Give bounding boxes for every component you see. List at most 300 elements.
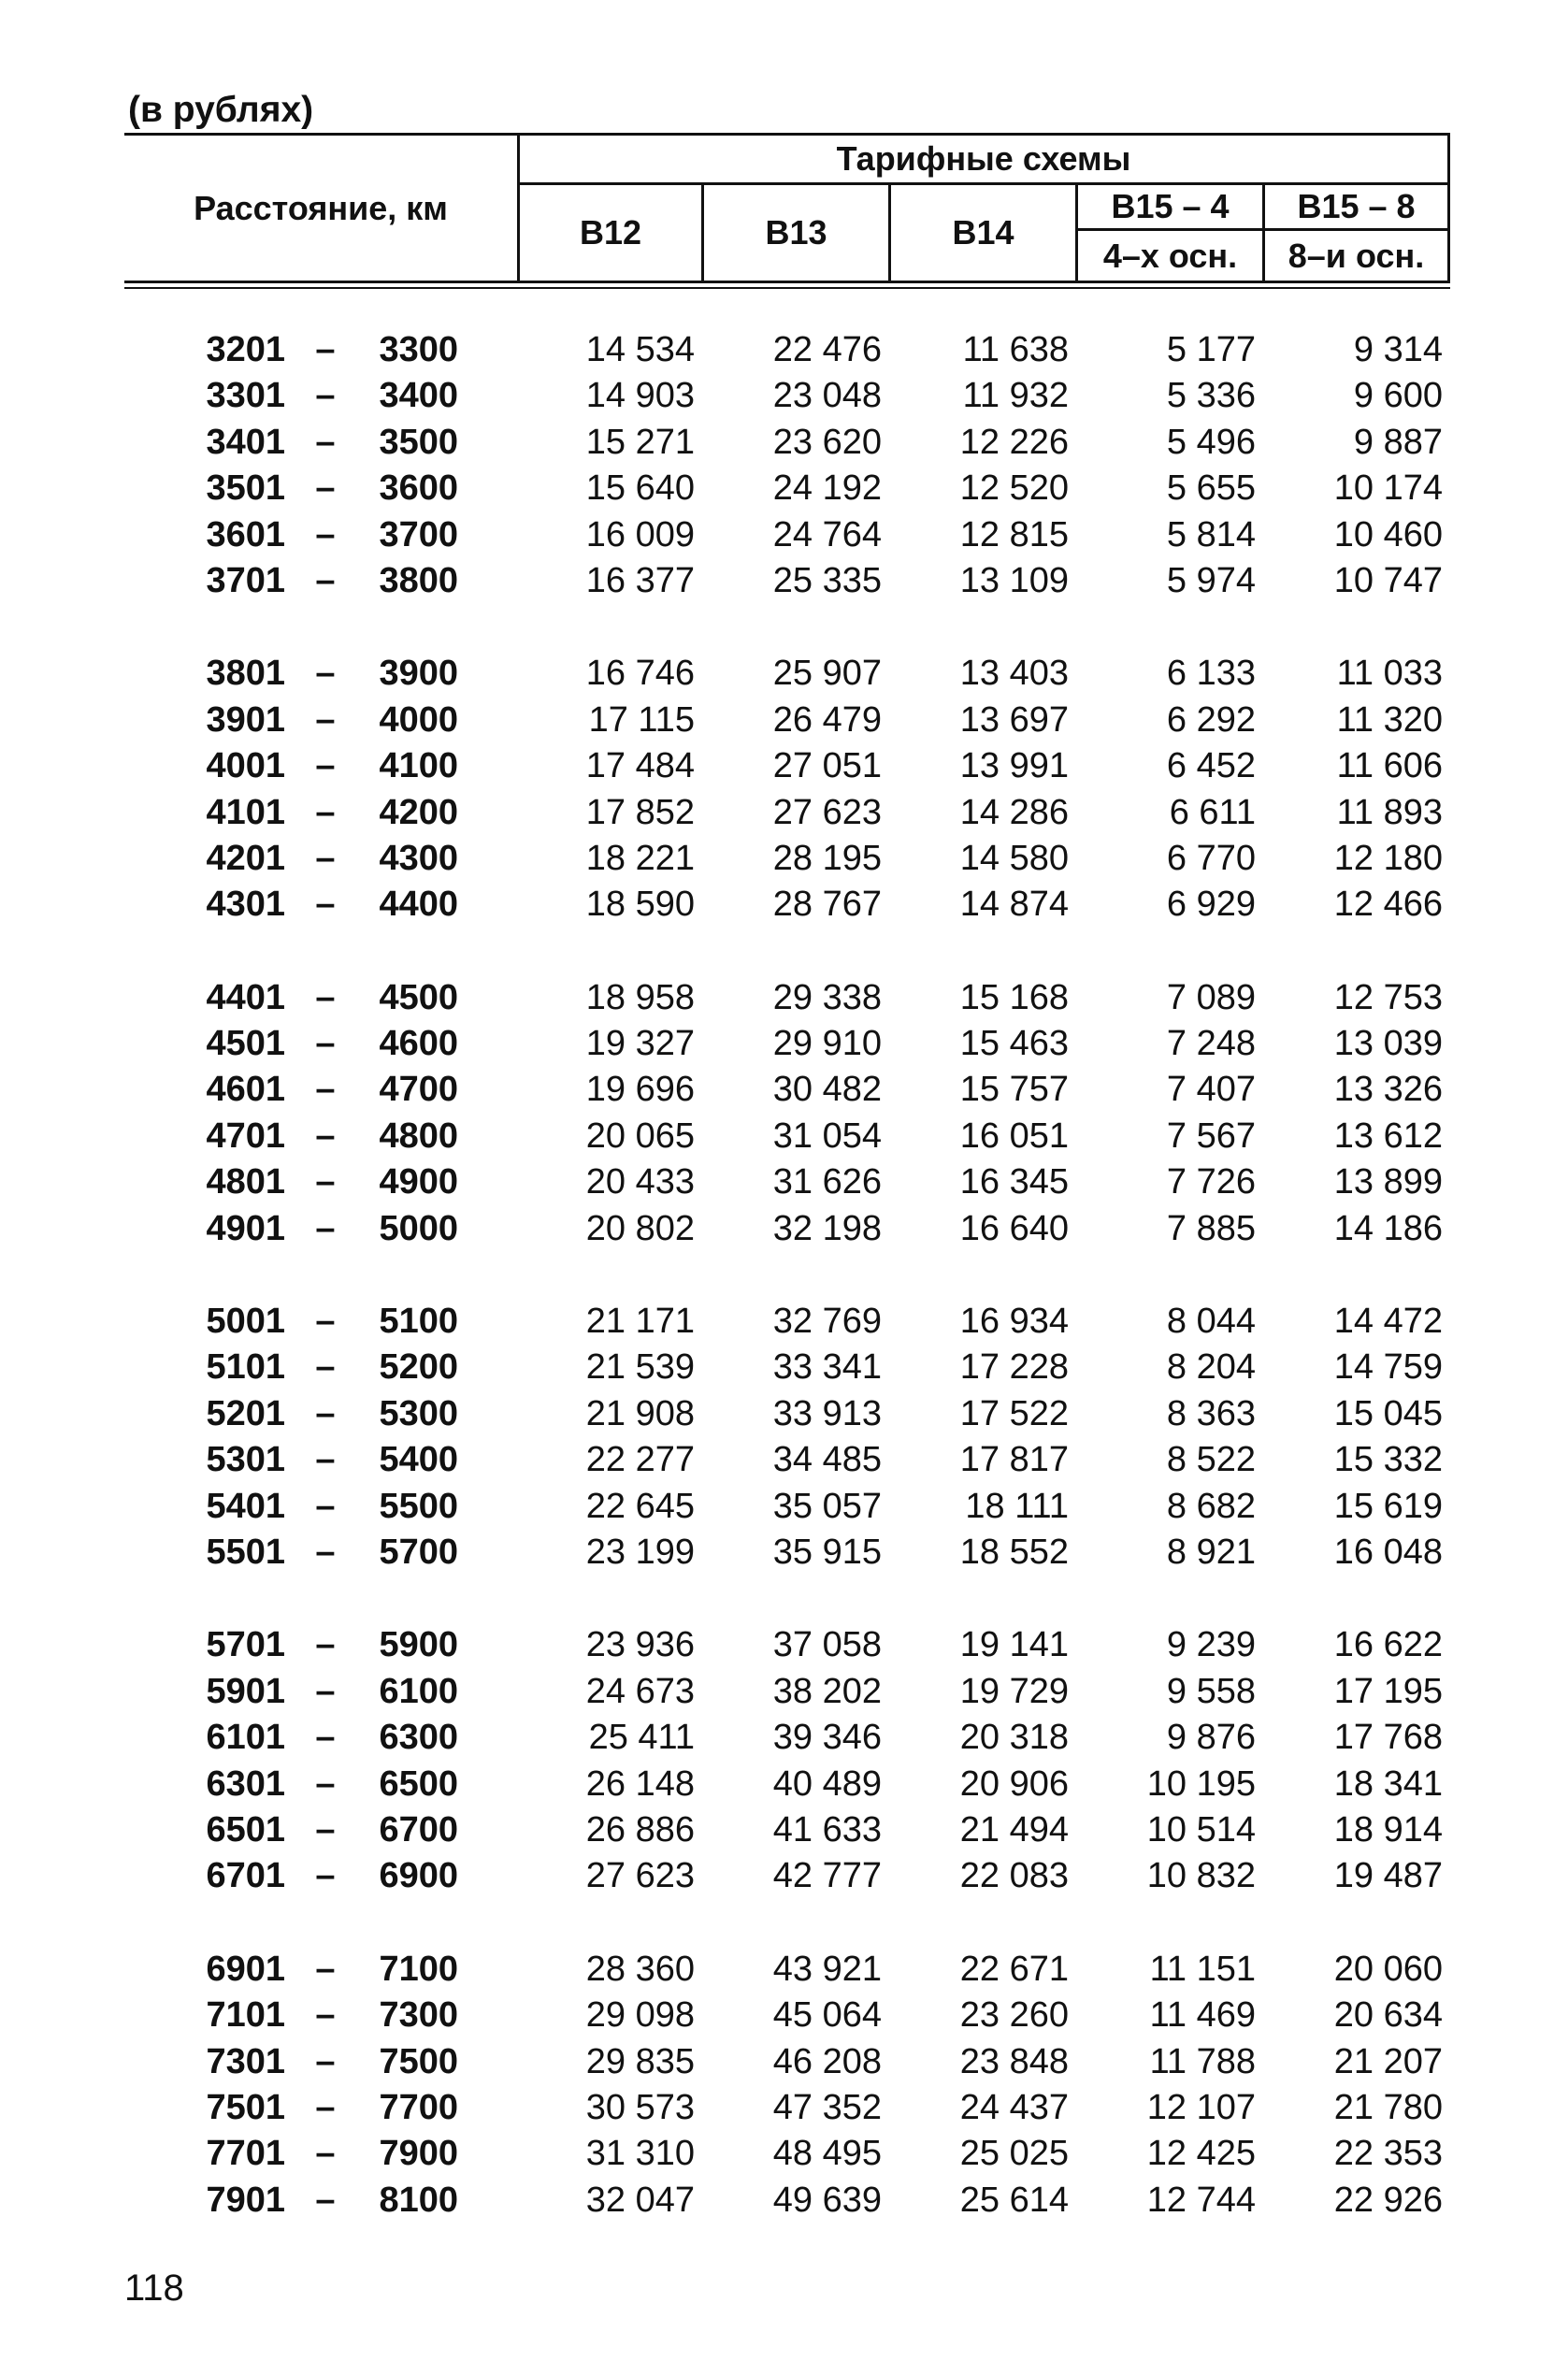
distance-to: 4800 xyxy=(379,1116,458,1156)
value-b15-4: 12 744 xyxy=(1146,2180,1256,2220)
range-dash: – xyxy=(315,1393,336,1433)
value-b13: 25 335 xyxy=(772,560,882,600)
range-dash: – xyxy=(315,1347,336,1388)
row-group xyxy=(0,1947,1568,2224)
range-dash: – xyxy=(315,376,336,416)
value-b12: 26 886 xyxy=(585,1809,695,1850)
value-b14: 21 494 xyxy=(959,1809,1069,1850)
distance-from: 6701 xyxy=(206,1856,285,1896)
range-dash: – xyxy=(315,885,336,925)
table-row xyxy=(0,512,1568,558)
range-dash: – xyxy=(315,1718,336,1758)
value-b14: 12 815 xyxy=(959,514,1069,554)
value-b12: 27 623 xyxy=(585,1856,695,1896)
value-b15-4: 6 292 xyxy=(1166,699,1256,740)
distance-from: 7301 xyxy=(206,2041,285,2081)
value-b13: 22 476 xyxy=(772,330,882,369)
value-b12: 15 271 xyxy=(585,422,695,462)
value-b14: 13 697 xyxy=(959,699,1069,740)
value-b12: 28 360 xyxy=(585,1949,695,1989)
value-b15-8: 15 045 xyxy=(1333,1393,1443,1433)
range-dash: – xyxy=(315,1208,336,1248)
value-b15-8: 13 612 xyxy=(1333,1116,1443,1156)
header-col-b13: В13 xyxy=(765,213,827,252)
value-b13: 34 485 xyxy=(772,1440,882,1480)
distance-from: 4201 xyxy=(206,838,285,878)
value-b14: 18 552 xyxy=(959,1532,1069,1572)
value-b14: 23 848 xyxy=(959,2041,1069,2081)
range-dash: – xyxy=(315,792,336,832)
value-b15-4: 5 655 xyxy=(1166,468,1256,509)
value-b14: 17 817 xyxy=(959,1440,1069,1480)
range-dash: – xyxy=(315,1671,336,1711)
value-b12: 17 115 xyxy=(588,699,695,740)
value-b14: 18 111 xyxy=(965,1486,1069,1526)
distance-to: 4900 xyxy=(379,1162,458,1202)
table-row xyxy=(0,836,1568,882)
value-b14: 15 168 xyxy=(959,977,1069,1017)
distance-from: 3301 xyxy=(206,376,285,416)
table-row xyxy=(0,1345,1568,1390)
value-b14: 19 729 xyxy=(959,1671,1069,1711)
distance-from: 7701 xyxy=(206,2134,285,2174)
value-b14: 20 906 xyxy=(959,1763,1069,1804)
value-b15-4: 10 832 xyxy=(1146,1856,1256,1896)
value-b14: 25 025 xyxy=(959,2134,1069,2174)
value-b15-4: 5 496 xyxy=(1166,422,1256,462)
distance-to: 4700 xyxy=(379,1070,458,1110)
row-group xyxy=(0,327,1568,604)
value-b15-8: 18 341 xyxy=(1333,1763,1443,1804)
value-b14: 17 522 xyxy=(959,1393,1069,1433)
value-b15-4: 7 885 xyxy=(1166,1208,1256,1248)
value-b12: 25 411 xyxy=(588,1718,695,1758)
range-dash: – xyxy=(315,1486,336,1526)
value-b14: 12 520 xyxy=(959,468,1069,509)
distance-from: 5201 xyxy=(206,1393,285,1433)
distance-to: 7100 xyxy=(379,1949,458,1989)
distance-to: 5400 xyxy=(379,1440,458,1480)
range-dash: – xyxy=(315,1116,336,1156)
value-b15-4: 5 974 xyxy=(1166,560,1256,600)
distance-to: 5500 xyxy=(379,1486,458,1526)
distance-from: 4801 xyxy=(206,1162,285,1202)
value-b14: 23 260 xyxy=(959,1995,1069,2036)
value-b12: 17 852 xyxy=(585,792,695,832)
value-b15-4: 5 814 xyxy=(1166,514,1256,554)
distance-to: 4000 xyxy=(379,699,458,740)
value-b13: 31 054 xyxy=(772,1116,882,1156)
distance-from: 7101 xyxy=(206,1995,285,2036)
distance-from: 4701 xyxy=(206,1116,285,1156)
table-row xyxy=(0,1807,1568,1853)
table-row xyxy=(0,698,1568,743)
value-b14: 14 874 xyxy=(959,885,1069,925)
value-b13: 29 338 xyxy=(772,977,882,1017)
value-b15-4: 9 239 xyxy=(1166,1625,1256,1665)
value-b13: 26 479 xyxy=(772,699,882,740)
header-col-b15-4-sub: 4–х осн. xyxy=(1102,236,1238,275)
value-b15-8: 11 320 xyxy=(1336,699,1443,740)
range-dash: – xyxy=(315,838,336,878)
value-b15-8: 11 606 xyxy=(1336,746,1443,786)
value-b12: 18 221 xyxy=(585,838,695,878)
value-b15-4: 6 611 xyxy=(1169,792,1256,832)
range-dash: – xyxy=(315,699,336,740)
value-b15-8: 15 332 xyxy=(1333,1440,1443,1480)
distance-to: 5200 xyxy=(379,1347,458,1388)
distance-from: 5301 xyxy=(206,1440,285,1480)
distance-to: 7900 xyxy=(379,2134,458,2174)
value-b14: 12 226 xyxy=(959,422,1069,462)
value-b12: 32 047 xyxy=(585,2180,695,2220)
value-b12: 24 673 xyxy=(585,1671,695,1711)
value-b15-8: 13 899 xyxy=(1333,1162,1443,1202)
value-b13: 32 198 xyxy=(772,1208,882,1248)
value-b15-4: 5 177 xyxy=(1166,330,1256,369)
table-row xyxy=(0,882,1568,928)
table-row xyxy=(0,1762,1568,1807)
table-row xyxy=(0,1391,1568,1437)
distance-to: 4100 xyxy=(379,746,458,786)
value-b15-4: 6 770 xyxy=(1166,838,1256,878)
value-b15-4: 6 929 xyxy=(1166,885,1256,925)
table-row xyxy=(0,1067,1568,1113)
distance-to: 5000 xyxy=(379,1208,458,1248)
distance-to: 5900 xyxy=(379,1625,458,1665)
table-row xyxy=(0,1530,1568,1576)
distance-to: 6900 xyxy=(379,1856,458,1896)
value-b12: 21 908 xyxy=(585,1393,695,1433)
value-b12: 14 534 xyxy=(585,330,695,369)
value-b15-8: 14 186 xyxy=(1333,1208,1443,1248)
distance-from: 5401 xyxy=(206,1486,285,1526)
value-b13: 24 192 xyxy=(772,468,882,509)
table-row xyxy=(0,1206,1568,1252)
value-b12: 16 746 xyxy=(585,654,695,694)
table-row xyxy=(0,420,1568,466)
range-dash: – xyxy=(315,330,336,369)
distance-from: 6301 xyxy=(206,1763,285,1804)
value-b15-8: 14 472 xyxy=(1333,1302,1443,1342)
value-b15-8: 12 180 xyxy=(1333,838,1443,878)
table-row xyxy=(0,1669,1568,1715)
value-b15-8: 21 780 xyxy=(1333,2087,1443,2127)
value-b12: 18 590 xyxy=(585,885,695,925)
table-row xyxy=(0,1159,1568,1205)
distance-from: 4401 xyxy=(206,977,285,1017)
range-dash: – xyxy=(315,1440,336,1480)
value-b15-8: 18 914 xyxy=(1333,1809,1443,1850)
value-b13: 33 341 xyxy=(772,1347,882,1388)
value-b14: 16 934 xyxy=(959,1302,1069,1342)
value-b13: 37 058 xyxy=(772,1625,882,1665)
distance-to: 3500 xyxy=(379,422,458,462)
value-b15-8: 20 634 xyxy=(1333,1995,1443,2036)
value-b14: 13 403 xyxy=(959,654,1069,694)
value-b15-8: 9 314 xyxy=(1353,330,1443,369)
value-b14: 22 671 xyxy=(959,1949,1069,1989)
page-number: 118 xyxy=(124,2267,184,2309)
value-b12: 21 539 xyxy=(585,1347,695,1388)
value-b15-4: 6 133 xyxy=(1166,654,1256,694)
table-row xyxy=(0,1993,1568,2038)
distance-from: 6901 xyxy=(206,1949,285,1989)
value-b15-4: 7 567 xyxy=(1166,1116,1256,1156)
distance-to: 3600 xyxy=(379,468,458,509)
table-row xyxy=(0,1021,1568,1067)
range-dash: – xyxy=(315,1162,336,1202)
value-b13: 23 048 xyxy=(772,376,882,416)
value-b15-8: 16 622 xyxy=(1333,1625,1443,1665)
table-row xyxy=(0,1437,1568,1483)
range-dash: – xyxy=(315,1856,336,1896)
value-b12: 29 835 xyxy=(585,2041,695,2081)
table-row xyxy=(0,2131,1568,2177)
value-b15-4: 8 522 xyxy=(1166,1440,1256,1480)
range-dash: – xyxy=(315,1763,336,1804)
distance-to: 3400 xyxy=(379,376,458,416)
value-b12: 15 640 xyxy=(585,468,695,509)
value-b15-8: 11 893 xyxy=(1336,792,1443,832)
value-b14: 15 757 xyxy=(959,1070,1069,1110)
value-b14: 20 318 xyxy=(959,1718,1069,1758)
table-row xyxy=(0,558,1568,604)
range-dash: – xyxy=(315,1995,336,2036)
value-b15-8: 20 060 xyxy=(1333,1949,1443,1989)
value-b13: 25 907 xyxy=(772,654,882,694)
value-b15-4: 8 921 xyxy=(1166,1532,1256,1572)
value-b15-8: 12 753 xyxy=(1333,977,1443,1017)
range-dash: – xyxy=(315,1625,336,1665)
value-b15-4: 10 195 xyxy=(1146,1763,1256,1804)
value-b12: 17 484 xyxy=(585,746,695,786)
value-b15-8: 10 747 xyxy=(1333,560,1443,600)
value-b12: 16 009 xyxy=(585,514,695,554)
value-b13: 47 352 xyxy=(772,2087,882,2127)
value-b15-4: 7 089 xyxy=(1166,977,1256,1017)
range-dash: – xyxy=(315,2134,336,2174)
value-b15-4: 10 514 xyxy=(1146,1809,1256,1850)
value-b14: 11 932 xyxy=(962,376,1069,416)
header-col-b15-4: В15 – 4 xyxy=(1111,187,1230,225)
value-b13: 43 921 xyxy=(772,1949,882,1989)
value-b13: 39 346 xyxy=(772,1718,882,1758)
value-b13: 35 057 xyxy=(772,1486,882,1526)
distance-to: 3700 xyxy=(379,514,458,554)
distance-to: 3800 xyxy=(379,560,458,600)
value-b15-8: 14 759 xyxy=(1333,1347,1443,1388)
table-row xyxy=(0,2178,1568,2224)
value-b13: 31 626 xyxy=(772,1162,882,1202)
value-b15-8: 9 887 xyxy=(1353,422,1443,462)
value-b15-8: 19 487 xyxy=(1333,1856,1443,1896)
value-b15-8: 13 039 xyxy=(1333,1024,1443,1064)
distance-from: 4001 xyxy=(206,746,285,786)
value-b12: 30 573 xyxy=(585,2087,695,2127)
value-b15-4: 7 726 xyxy=(1166,1162,1256,1202)
value-b14: 16 640 xyxy=(959,1208,1069,1248)
value-b13: 28 195 xyxy=(772,838,882,878)
table-row xyxy=(0,1715,1568,1761)
value-b15-4: 12 425 xyxy=(1146,2134,1256,2174)
value-b14: 14 580 xyxy=(959,838,1069,878)
value-b13: 49 639 xyxy=(772,2180,882,2220)
value-b15-8: 13 326 xyxy=(1333,1070,1443,1110)
distance-from: 6101 xyxy=(206,1718,285,1758)
value-b15-4: 8 363 xyxy=(1166,1393,1256,1433)
distance-from: 3801 xyxy=(206,654,285,694)
value-b15-4: 8 044 xyxy=(1166,1302,1256,1342)
table-row xyxy=(0,327,1568,373)
value-b12: 18 958 xyxy=(585,977,695,1017)
value-b14: 17 228 xyxy=(959,1347,1069,1388)
distance-from: 3701 xyxy=(206,560,285,600)
value-b15-4: 6 452 xyxy=(1166,746,1256,786)
distance-to: 3900 xyxy=(379,654,458,694)
table-row xyxy=(0,1947,1568,1993)
distance-to: 4200 xyxy=(379,792,458,832)
value-b15-4: 7 407 xyxy=(1166,1070,1256,1110)
value-b13: 46 208 xyxy=(772,2041,882,2081)
range-dash: – xyxy=(315,514,336,554)
value-b15-8: 21 207 xyxy=(1333,2041,1443,2081)
distance-from: 5101 xyxy=(206,1347,285,1388)
value-b14: 15 463 xyxy=(959,1024,1069,1064)
value-b13: 33 913 xyxy=(772,1393,882,1433)
value-b14: 16 051 xyxy=(959,1116,1069,1156)
value-b13: 45 064 xyxy=(772,1995,882,2036)
distance-to: 5700 xyxy=(379,1532,458,1572)
value-b15-8: 12 466 xyxy=(1333,885,1443,925)
value-b15-8: 9 600 xyxy=(1353,376,1443,416)
table-row xyxy=(0,1114,1568,1159)
value-b13: 30 482 xyxy=(772,1070,882,1110)
value-b15-4: 11 469 xyxy=(1149,1995,1256,2036)
range-dash: – xyxy=(315,468,336,509)
row-group xyxy=(0,975,1568,1252)
value-b14: 24 437 xyxy=(959,2087,1069,2127)
header-bottom-rule xyxy=(124,287,1450,289)
distance-from: 3601 xyxy=(206,514,285,554)
value-b12: 26 148 xyxy=(585,1763,695,1804)
value-b12: 20 065 xyxy=(585,1116,695,1156)
distance-from: 5701 xyxy=(206,1625,285,1665)
unit-label: (в рублях) xyxy=(128,90,314,130)
distance-from: 3201 xyxy=(206,330,285,369)
header-tariff-schemes: Тарифные схемы xyxy=(836,139,1131,178)
distance-from: 5901 xyxy=(206,1671,285,1711)
value-b12: 14 903 xyxy=(585,376,695,416)
table-row xyxy=(0,790,1568,836)
distance-to: 5300 xyxy=(379,1393,458,1433)
value-b15-4: 5 336 xyxy=(1166,376,1256,416)
table-row xyxy=(0,651,1568,697)
value-b15-8: 17 195 xyxy=(1333,1671,1443,1711)
range-dash: – xyxy=(315,1302,336,1342)
header-bottom-rule xyxy=(124,281,1450,283)
value-b12: 20 802 xyxy=(585,1208,695,1248)
value-b12: 29 098 xyxy=(585,1995,695,2036)
distance-from: 5001 xyxy=(206,1302,285,1342)
table-row xyxy=(0,1299,1568,1345)
distance-to: 7300 xyxy=(379,1995,458,2036)
range-dash: – xyxy=(315,1024,336,1064)
distance-from: 4601 xyxy=(206,1070,285,1110)
distance-to: 7700 xyxy=(379,2087,458,2127)
value-b13: 29 910 xyxy=(772,1024,882,1064)
value-b12: 23 199 xyxy=(585,1532,695,1572)
value-b13: 48 495 xyxy=(772,2134,882,2174)
table-row xyxy=(0,2085,1568,2131)
table-row xyxy=(0,1853,1568,1899)
value-b14: 22 083 xyxy=(959,1856,1069,1896)
value-b12: 21 171 xyxy=(585,1302,695,1342)
header-col-b15-8-sub: 8–и осн. xyxy=(1287,236,1425,275)
value-b14: 25 614 xyxy=(959,2180,1069,2220)
distance-from: 7901 xyxy=(206,2180,285,2220)
header-col-b14: В14 xyxy=(952,213,1014,252)
range-dash: – xyxy=(315,746,336,786)
value-b13: 40 489 xyxy=(772,1763,882,1804)
value-b15-4: 8 682 xyxy=(1166,1486,1256,1526)
distance-to: 4400 xyxy=(379,885,458,925)
value-b13: 23 620 xyxy=(772,422,882,462)
value-b15-4: 7 248 xyxy=(1166,1024,1256,1064)
tariff-table-body xyxy=(0,327,1568,2270)
value-b13: 32 769 xyxy=(772,1302,882,1342)
value-b13: 27 051 xyxy=(772,746,882,786)
value-b15-8: 16 048 xyxy=(1333,1532,1443,1572)
value-b15-8: 10 460 xyxy=(1333,514,1443,554)
value-b15-4: 9 558 xyxy=(1166,1671,1256,1711)
value-b13: 24 764 xyxy=(772,514,882,554)
value-b12: 22 645 xyxy=(585,1486,695,1526)
distance-to: 6500 xyxy=(379,1763,458,1804)
value-b12: 19 696 xyxy=(585,1070,695,1110)
value-b15-8: 22 353 xyxy=(1333,2134,1443,2174)
value-b12: 22 277 xyxy=(585,1440,695,1480)
value-b15-4: 9 876 xyxy=(1166,1718,1256,1758)
distance-from: 6501 xyxy=(206,1809,285,1850)
value-b14: 13 109 xyxy=(959,560,1069,600)
distance-from: 4101 xyxy=(206,792,285,832)
table-row xyxy=(0,1622,1568,1668)
header-col-b15-8: В15 – 8 xyxy=(1297,187,1416,225)
table-row xyxy=(0,1484,1568,1530)
value-b14: 16 345 xyxy=(959,1162,1069,1202)
value-b15-8: 17 768 xyxy=(1333,1718,1443,1758)
range-dash: – xyxy=(315,1532,336,1572)
value-b13: 38 202 xyxy=(772,1671,882,1711)
value-b14: 14 286 xyxy=(959,792,1069,832)
distance-to: 4500 xyxy=(379,977,458,1017)
range-dash: – xyxy=(315,2087,336,2127)
value-b13: 27 623 xyxy=(772,792,882,832)
value-b15-4: 11 151 xyxy=(1149,1949,1256,1989)
range-dash: – xyxy=(315,560,336,600)
header-divider xyxy=(1447,136,1450,281)
value-b13: 28 767 xyxy=(772,885,882,925)
value-b13: 35 915 xyxy=(772,1532,882,1572)
distance-to: 6700 xyxy=(379,1809,458,1850)
value-b12: 31 310 xyxy=(585,2134,695,2174)
distance-to: 5100 xyxy=(379,1302,458,1342)
distance-to: 4600 xyxy=(379,1024,458,1064)
range-dash: – xyxy=(315,422,336,462)
header-distance: Расстояние, км xyxy=(194,188,448,227)
distance-to: 6300 xyxy=(379,1718,458,1758)
